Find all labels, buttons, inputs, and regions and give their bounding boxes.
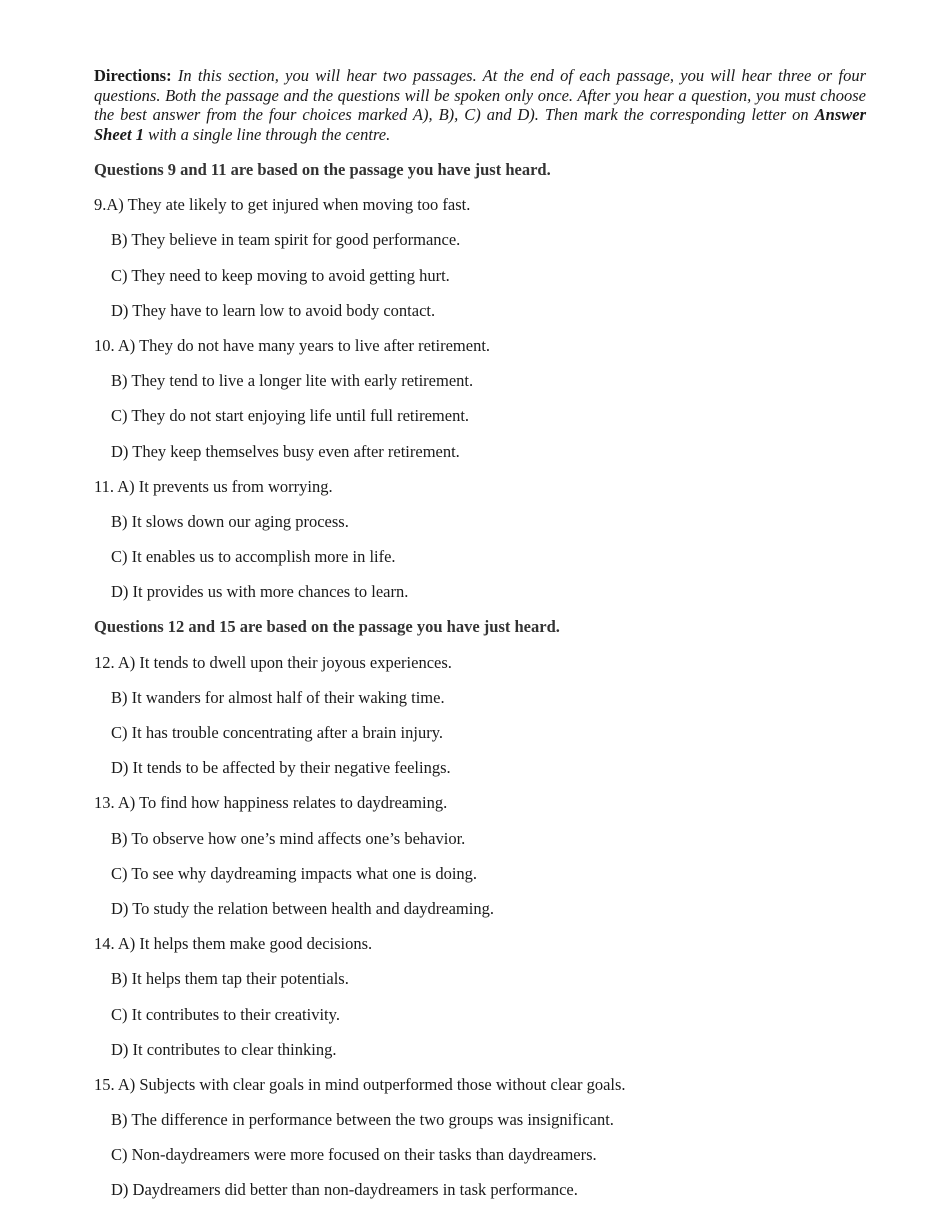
question-14-option-d: D) It contributes to clear thinking. xyxy=(111,1039,337,1059)
question-15-option-c: C) Non-daydreamers were more focused on their tasks than daydreamers. xyxy=(111,1145,597,1165)
section-heading: Questions 12 and 15 are based on the passage you have just heard. xyxy=(94,617,560,637)
question-15 xyxy=(94,1067,866,1208)
question-11-option-a: 11. A) It prevents us from worrying. xyxy=(94,476,333,496)
directions-paragraph xyxy=(94,66,866,144)
question-9-option-a: 9.A) They ate likely to get injured when moving too fast. xyxy=(94,195,471,215)
question-13-option-d: D) To study the relation between health and daydreaming. xyxy=(111,898,494,918)
question-14-option-c: C) It contributes to their creativity. xyxy=(111,1004,340,1024)
question-14-option-b: B) It helps them tap their potentials. xyxy=(111,969,349,989)
section-1 xyxy=(94,152,866,609)
question-11-option-d: D) It provides us with more chances to learn. xyxy=(111,582,409,602)
question-9 xyxy=(94,187,866,328)
directions-label: Directions: xyxy=(94,66,172,85)
question-9-option-d: D) They have to learn low to avoid body contact. xyxy=(111,300,436,320)
question-12 xyxy=(94,645,866,786)
question-9-option-b: B) They believe in team spirit for good performance. xyxy=(111,230,461,250)
question-13-option-b: B) To observe how one’s mind affects one’s behavior. xyxy=(111,828,466,848)
question-12-option-c: C) It has trouble concentrating after a brain injury. xyxy=(111,723,444,742)
question-12-option-d: D) It tends to be affected by their negative feelings. xyxy=(111,758,451,778)
question-15-option-d: D) Daydreamers did better than non-daydreamers in task performance. xyxy=(111,1180,578,1200)
question-11-option-b: B) It slows down our aging process. xyxy=(111,511,349,531)
question-11 xyxy=(94,469,866,610)
question-13 xyxy=(94,785,866,926)
section-heading: Questions 9 and 11 are based on the passage you have just heard. xyxy=(94,160,551,179)
exam-page xyxy=(94,66,866,1208)
question-12-option-a: 12. A) It tends to dwell upon their joyous experiences. xyxy=(94,652,452,672)
question-15-option-b: B) The difference in performance between the two groups was insignificant. xyxy=(111,1110,614,1130)
section-2 xyxy=(94,609,866,1207)
question-10-option-b: B) They tend to live a longer lite with early retirement. xyxy=(111,371,474,391)
question-10-option-d: D) They keep themselves busy even after retirement. xyxy=(111,441,460,461)
question-10-option-c: C) They do not start enjoying life until full retirement. xyxy=(111,406,470,426)
question-12-option-b: B) It wanders for almost half of their waking time. xyxy=(111,687,445,707)
question-9-option-c: C) They need to keep moving to avoid getting hurt. xyxy=(111,265,450,285)
question-14-option-a: 14. A) It helps them make good decisions. xyxy=(94,934,373,954)
question-15-option-a: 15. A) Subjects with clear goals in mind outperformed those without clear goals. xyxy=(94,1074,626,1094)
question-13-option-c: C) To see why daydreaming impacts what one is doing. xyxy=(111,863,478,883)
question-13-option-a: 13. A) To find how happiness relates to daydreaming. xyxy=(94,793,448,813)
answer-sheet-reference: Answer Sheet 1 xyxy=(94,105,867,144)
question-10-option-a: 10. A) They do not have many years to live after retirement. xyxy=(94,335,491,355)
question-11-option-c: C) It enables us to accomplish more in life. xyxy=(111,547,396,567)
question-14 xyxy=(94,926,866,1067)
directions-text: In this section, you will hear two passages. At the end of each passage, you will hear three or four questions. Both the passage and the questions will be spoken only once. After you hear a question, you must choose the best answer from the four choices marked A), B), C) and D). Then mark the corresponding letter on xyxy=(94,66,867,124)
directions-tail: with a single line through the centre. xyxy=(148,124,391,144)
question-10 xyxy=(94,328,866,469)
